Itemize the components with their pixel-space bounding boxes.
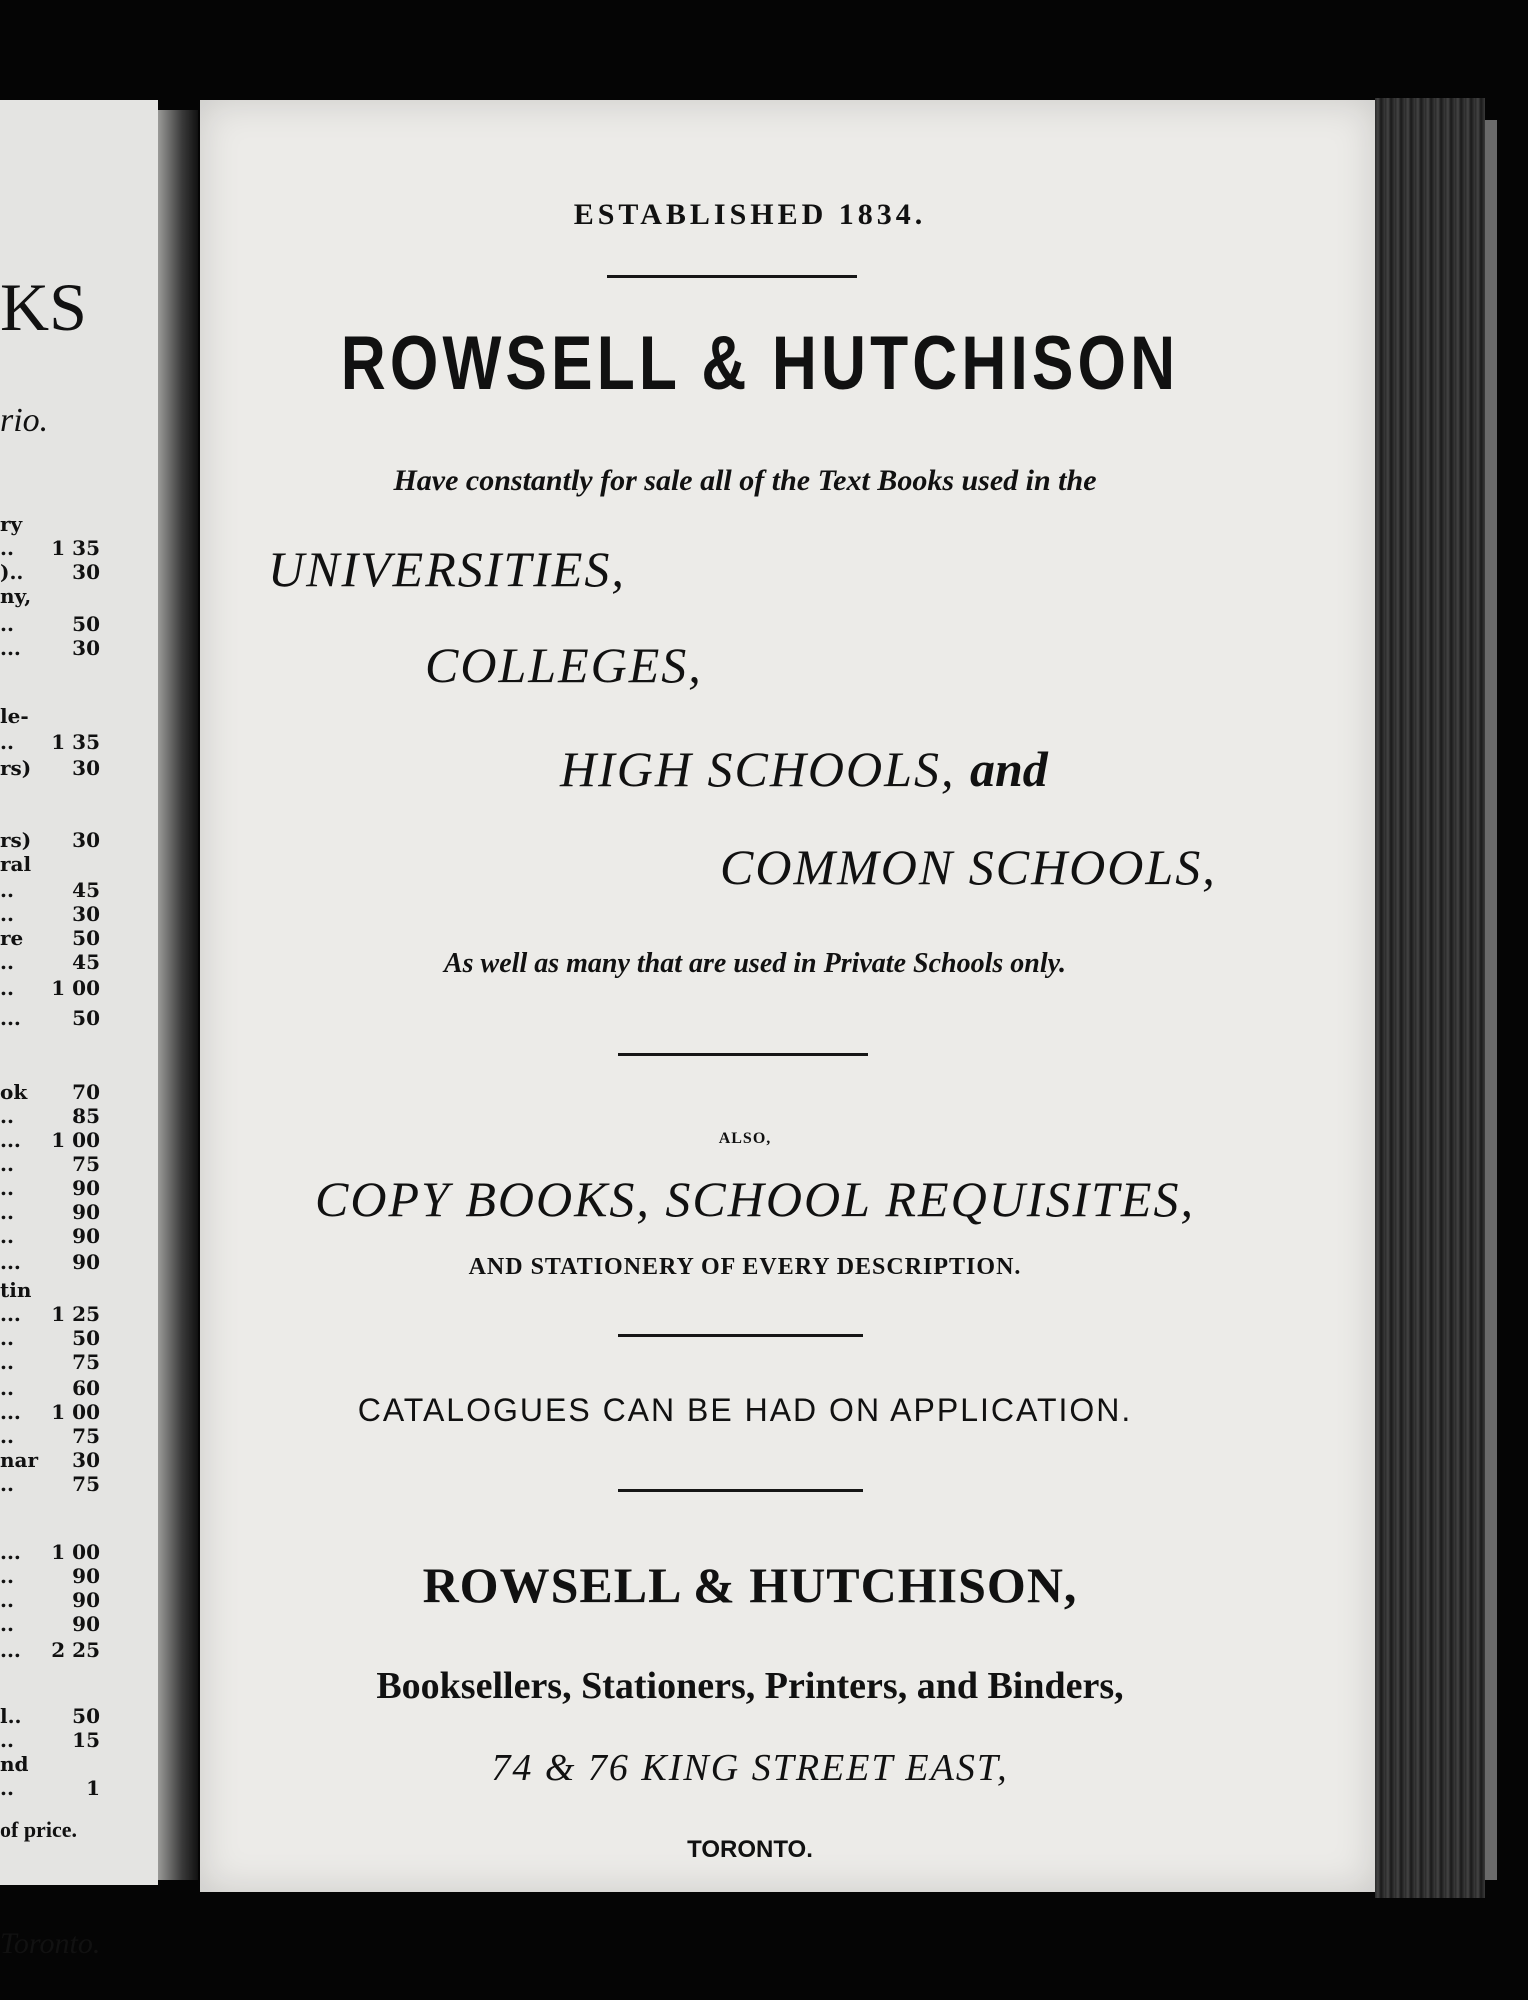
- price-row-price: 85: [72, 1104, 100, 1128]
- left-page-price-row: [0, 636, 100, 660]
- left-page-price-row: [0, 1704, 100, 1728]
- institution-suffix: and: [969, 741, 1048, 797]
- price-row-price: 30: [72, 828, 100, 852]
- catalogues-line: CATALOGUES CAN BE HAD ON APPLICATION.: [357, 1392, 1133, 1428]
- price-row-title: ..: [0, 730, 14, 754]
- book-cover-edge: [1485, 120, 1497, 1880]
- left-page-price-row: [0, 1176, 100, 1200]
- copy-books-line: COPY BOOKS, SCHOOL REQUISITES,: [315, 1171, 1195, 1227]
- price-row-title: ..: [0, 1776, 14, 1800]
- left-page-price-row: [0, 1224, 100, 1248]
- price-row-price: 1 25: [51, 1302, 100, 1326]
- divider-rule: [607, 275, 857, 278]
- left-page-price-row: [0, 1200, 100, 1224]
- left-page-price-row: [0, 1350, 100, 1374]
- left-page-price-row: [0, 1564, 100, 1588]
- price-row-title: ..: [0, 950, 14, 974]
- left-page-price-row: [0, 536, 100, 560]
- price-row-title: ..: [0, 976, 14, 1000]
- book-page-edges: [1375, 98, 1485, 1898]
- price-row-title: ..: [0, 1424, 14, 1448]
- price-row-title: ..: [0, 902, 14, 926]
- price-row-title: ..: [0, 1152, 14, 1176]
- institution-high-schools: [560, 740, 1048, 798]
- price-row-price: 15: [72, 1728, 100, 1752]
- left-page-price-row: [0, 1006, 100, 1030]
- price-row-price: 2 25: [51, 1638, 100, 1662]
- price-row-price: 1 00: [51, 1400, 100, 1424]
- price-row-price: 50: [72, 612, 100, 636]
- left-page-subheading: rio.: [0, 402, 49, 439]
- price-row-price: 75: [72, 1424, 100, 1448]
- street-address: 74 & 76 KING STREET EAST,: [491, 1747, 1009, 1789]
- price-row-title: ny,: [0, 584, 32, 608]
- price-row-title: ..: [0, 1350, 14, 1374]
- private-schools-note: As well as many that are used in Private Schools only.: [443, 948, 1066, 979]
- firm-name-signature: ROWSELL & HUTCHISON,: [422, 1557, 1078, 1613]
- price-row-title: ..: [0, 1564, 14, 1588]
- price-row-price: 30: [72, 902, 100, 926]
- left-page-price-row: [0, 756, 100, 780]
- divider-rule: [618, 1489, 863, 1492]
- left-page-price-row: [0, 1752, 100, 1776]
- price-row-price: 30: [72, 636, 100, 660]
- price-row-title: nar: [0, 1448, 39, 1472]
- left-page-price-row: [0, 976, 100, 1000]
- price-row-title: ..: [0, 536, 14, 560]
- price-row-title: ..: [0, 612, 14, 636]
- price-row-title: ..: [0, 1224, 14, 1248]
- price-row-title: ..: [0, 1376, 14, 1400]
- price-row-title: ..: [0, 878, 14, 902]
- institution-colleges: [425, 636, 703, 694]
- left-page-price-row: [0, 1278, 100, 1302]
- city-line: TORONTO.: [687, 1836, 813, 1863]
- stationery-line: AND STATIONERY OF EVERY DESCRIPTION.: [468, 1254, 1022, 1280]
- firm-name-heading: ROWSELL & HUTCHISON: [340, 321, 1180, 406]
- institution-common-schools: [720, 838, 1217, 896]
- price-row-title: ry: [0, 512, 23, 536]
- left-facing-page: [0, 100, 158, 1960]
- price-row-price: 50: [72, 1006, 100, 1030]
- price-row-price: 75: [72, 1350, 100, 1374]
- left-page-price-row: [0, 878, 100, 902]
- also-label: ALSO,: [718, 1130, 772, 1147]
- established-line: ESTABLISHED 1834.: [573, 198, 927, 231]
- price-row-title: ...: [0, 1006, 21, 1030]
- left-page-price-row: [0, 1080, 100, 1104]
- intro-line: Have constantly for sale all of the Text Books used in the: [393, 464, 1097, 497]
- left-page-price-row: [0, 1638, 100, 1662]
- left-page-price-row: [0, 1424, 100, 1448]
- price-row-price: 90: [72, 1564, 100, 1588]
- left-page-price-row: [0, 950, 100, 974]
- price-row-price: 70: [72, 1080, 100, 1104]
- left-page-price-row: [0, 1250, 100, 1274]
- price-row-title: ...: [0, 1400, 21, 1424]
- left-page-price-row: [0, 1400, 100, 1424]
- price-row-price: 45: [72, 878, 100, 902]
- left-page-price-row: [0, 1104, 100, 1128]
- left-page-price-row: [0, 704, 100, 728]
- left-page-price-row: [0, 1152, 100, 1176]
- price-row-title: )..: [0, 560, 24, 584]
- price-row-title: tin: [0, 1278, 32, 1302]
- left-page-price-row: [0, 852, 100, 876]
- price-row-price: 90: [72, 1612, 100, 1636]
- price-row-price: 1 00: [51, 1128, 100, 1152]
- left-page-price-row: [0, 1588, 100, 1612]
- left-page-price-row: [0, 584, 100, 608]
- price-row-title: ..: [0, 1612, 14, 1636]
- left-page-price-row: [0, 512, 100, 536]
- price-row-title: le-: [0, 704, 29, 728]
- left-page-price-row: [0, 1448, 100, 1472]
- price-row-price: 1 35: [51, 730, 100, 754]
- price-row-title: re: [0, 926, 24, 950]
- left-page-price-row: [0, 1302, 100, 1326]
- price-row-price: 90: [72, 1588, 100, 1612]
- price-row-price: 75: [72, 1472, 100, 1496]
- price-row-title: nd: [0, 1752, 29, 1776]
- price-row-title: ...: [0, 1302, 21, 1326]
- left-page-price-row: [0, 1472, 100, 1496]
- price-row-title: ...: [0, 636, 21, 660]
- price-row-price: 1: [86, 1776, 100, 1800]
- divider-rule: [618, 1334, 863, 1337]
- price-row-title: ...: [0, 1540, 21, 1564]
- price-row-title: ..: [0, 1200, 14, 1224]
- price-row-price: 1 00: [51, 1540, 100, 1564]
- left-page-price-row: [0, 1776, 100, 1800]
- left-page-price-row: [0, 1612, 100, 1636]
- price-row-title: rs): [0, 756, 32, 780]
- price-row-price: 50: [72, 1704, 100, 1728]
- price-row-price: 90: [72, 1224, 100, 1248]
- price-row-price: 90: [72, 1200, 100, 1224]
- left-page-price-row: [0, 1728, 100, 1752]
- left-page-price-row: [0, 560, 100, 584]
- left-page-price-row: [0, 926, 100, 950]
- price-row-price: 45: [72, 950, 100, 974]
- book-gutter: [158, 110, 198, 1880]
- left-page-price-row: [0, 612, 100, 636]
- institution-label: HIGH SCHOOLS,: [560, 741, 956, 797]
- left-page-city: Toronto.: [0, 1927, 101, 1960]
- price-row-price: 50: [72, 1326, 100, 1350]
- price-row-price: 90: [72, 1176, 100, 1200]
- left-page-price-row: [0, 902, 100, 926]
- left-page-heading: KS: [0, 269, 87, 345]
- price-row-price: 1 35: [51, 536, 100, 560]
- price-row-title: ...: [0, 1250, 21, 1274]
- advertisement-page: [200, 100, 1375, 1892]
- left-page-price-row: [0, 1326, 100, 1350]
- price-row-title: ..: [0, 1728, 14, 1752]
- price-row-title: ..: [0, 1588, 14, 1612]
- trades-line: Booksellers, Stationers, Printers, and Binders,: [376, 1665, 1124, 1707]
- institution-label: COMMON SCHOOLS,: [720, 839, 1217, 895]
- left-page-price-row: [0, 1128, 100, 1152]
- price-row-title: rs): [0, 828, 32, 852]
- price-row-title: ...: [0, 1638, 21, 1662]
- price-row-price: 90: [72, 1250, 100, 1274]
- divider-rule: [618, 1053, 868, 1056]
- institution-universities: [268, 540, 626, 598]
- left-page-price-row: [0, 1376, 100, 1400]
- price-row-title: ..: [0, 1176, 14, 1200]
- price-row-price: 30: [72, 756, 100, 780]
- price-row-price: 75: [72, 1152, 100, 1176]
- price-row-title: ..: [0, 1104, 14, 1128]
- price-row-title: ...: [0, 1128, 21, 1152]
- left-page-price-row: [0, 828, 100, 852]
- price-row-title: ..: [0, 1326, 14, 1350]
- left-page-price-row: [0, 730, 100, 754]
- price-row-title: ok: [0, 1080, 28, 1104]
- price-row-title: l..: [0, 1704, 22, 1728]
- institution-label: COLLEGES,: [425, 637, 703, 693]
- price-row-title: ..: [0, 1472, 14, 1496]
- price-row-price: 1 00: [51, 976, 100, 1000]
- price-row-price: 50: [72, 926, 100, 950]
- left-page-price-note: of price.: [0, 1817, 77, 1842]
- left-page-price-row: [0, 1540, 100, 1564]
- price-row-title: ral: [0, 852, 32, 876]
- price-row-price: 60: [72, 1376, 100, 1400]
- price-row-price: 30: [72, 1448, 100, 1472]
- institution-label: UNIVERSITIES,: [268, 541, 626, 597]
- price-row-price: 30: [72, 560, 100, 584]
